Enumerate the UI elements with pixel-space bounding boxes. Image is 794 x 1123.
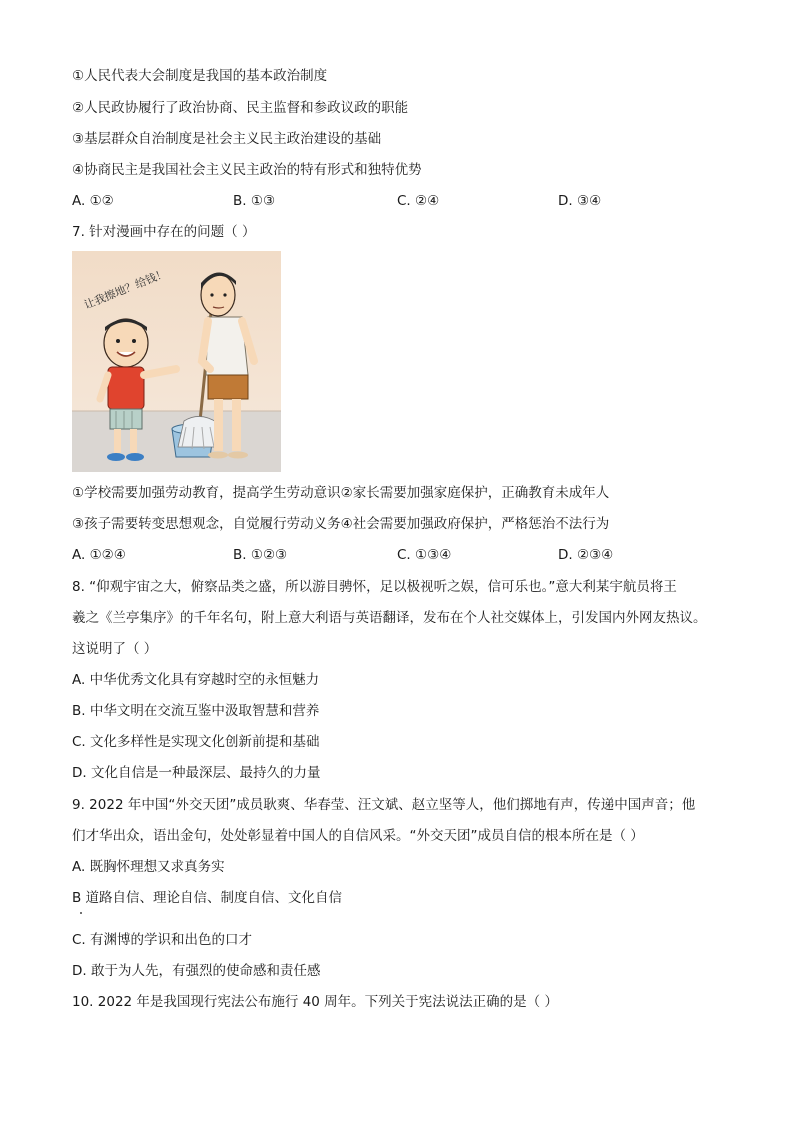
q9-stem-line-1: 9. 2022 年中国“外交天团”成员耿爽、华春莹、汪文斌、赵立坚等人，他们掷地有声，传递中国声音；他 <box>72 797 696 813</box>
q7-stem: 7. 针对漫画中存在的问题（ ） <box>72 224 256 240</box>
q8-option-a: A. 中华优秀文化具有穿越时空的永恒魅力 <box>72 672 320 688</box>
q7-statement-line-2: ③孩子需要转变思想观念，自觉履行劳动义务④社会需要加强政府保护，严格惩治不法行为 <box>72 516 610 532</box>
stray-dot <box>80 912 82 914</box>
q9-option-a: A. 既胸怀理想又求真务实 <box>72 859 225 875</box>
option-d: D. ③④ <box>558 193 602 209</box>
statement-2: ②人民政协履行了政治协商、民主监督和参政议政的职能 <box>72 100 409 116</box>
q7-option-a: A. ①②④ <box>72 547 126 563</box>
statement-3: ③基层群众自治制度是社会主义民主政治建设的基础 <box>72 131 382 147</box>
option-c: C. ②④ <box>397 193 440 209</box>
q10-stem: 10. 2022 年是我国现行宪法公布施行 40 周年。下列关于宪法说法正确的是（ ） <box>72 994 558 1010</box>
q8-option-b: B. 中华文明在交流互鉴中汲取智慧和营养 <box>72 703 320 719</box>
q8-option-d: D. 文化自信是一种最深层、最持久的力量 <box>72 765 321 781</box>
q9-option-b: B 道路自信、理论自信、制度自信、文化自信 <box>72 890 343 906</box>
q7-option-c: C. ①③④ <box>397 547 452 563</box>
q8-stem-line-1: 8. “仰观宇宙之大，俯察品类之盛，所以游目骋怀，足以极视听之娱，信可乐也。”意大利某宇航员将王 <box>72 579 677 595</box>
speech-bubble-text: 让我擦地？给钱！ <box>82 266 169 312</box>
cartoon-image <box>72 251 281 472</box>
q8-stem-line-2: 羲之《兰亭集序》的千年名句，附上意大利语与英语翻译，发布在个人社交媒体上，引发国内外网友热议。 <box>72 610 707 626</box>
q9-option-c: C. 有渊博的学识和出色的口才 <box>72 932 253 948</box>
option-a: A. ①② <box>72 193 114 209</box>
q8-option-c: C. 文化多样性是实现文化创新前提和基础 <box>72 734 320 750</box>
statement-4: ④协商民主是我国社会主义民主政治的特有形式和独特优势 <box>72 162 422 178</box>
q9-option-d: D. 敢于为人先，有强烈的使命感和责任感 <box>72 963 321 979</box>
q7-option-d: D. ②③④ <box>558 547 614 563</box>
option-b: B. ①③ <box>233 193 276 209</box>
statement-1: ①人民代表大会制度是我国的基本政治制度 <box>72 68 328 84</box>
q8-stem-line-3: 这说明了（ ） <box>72 641 158 657</box>
q7-statement-line-1: ①学校需要加强劳动教育，提高学生劳动意识②家长需要加强家庭保护，正确教育未成年人 <box>72 485 610 501</box>
q7-option-b: B. ①②③ <box>233 547 288 563</box>
q9-stem-line-2: 们才华出众，语出金句，处处彰显着中国人的自信风采。“外交天团”成员自信的根本所在是（ ） <box>72 828 644 844</box>
